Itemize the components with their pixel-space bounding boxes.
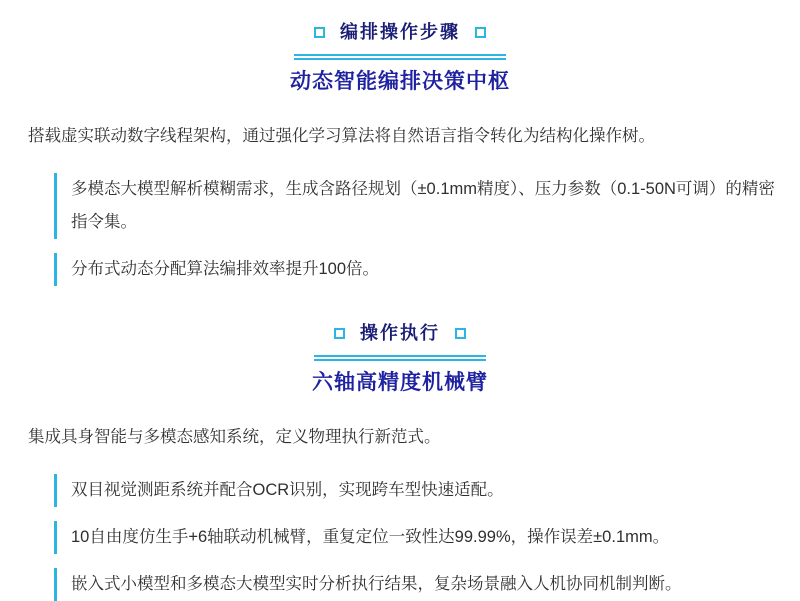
square-outline-icon: [314, 27, 325, 38]
bullet-list: [54, 474, 782, 601]
bullet-item: 分布式动态分配算法编排效率提升100倍。: [54, 253, 782, 286]
section-subtitle: 六轴高精度机械臂: [312, 371, 488, 394]
bullet-item: 10自由度仿生手+6轴联动机械臂，重复定位一致性达99.99%，操作误差±0.1mm。: [54, 521, 782, 554]
bullet-item: 多模态大模型解析模糊需求，生成含路径规划（±0.1mm精度）、压力参数（0.1-50N可调）的精密指令集。: [54, 173, 782, 239]
section-orchestration: [0, 21, 800, 286]
section-header-row: [0, 21, 800, 60]
square-outline-icon: [334, 328, 345, 339]
section-header: [314, 322, 486, 361]
section-header-row: [0, 322, 800, 361]
bullet-item: 嵌入式小模型和多模态大模型实时分析执行结果，复杂场景融入人机协同机制判断。: [54, 568, 782, 601]
section-subtitle: 动态智能编排决策中枢: [290, 70, 510, 93]
section-intro-paragraph: 集成具身智能与多模态感知系统，定义物理执行新范式。: [28, 428, 441, 446]
section-header-title: 操作执行: [360, 323, 440, 343]
square-outline-icon: [475, 27, 486, 38]
section-header: [294, 21, 506, 60]
bullet-item: 双目视觉测距系统并配合OCR识别，实现跨车型快速适配。: [54, 474, 782, 507]
section-header-title: 编排操作步骤: [340, 22, 460, 42]
bullet-list: [54, 173, 782, 286]
section-intro-paragraph: 搭载虚实联动数字线程架构，通过强化学习算法将自然语言指令转化为结构化操作树。: [28, 127, 655, 145]
square-outline-icon: [455, 328, 466, 339]
section-execution: [0, 322, 800, 601]
